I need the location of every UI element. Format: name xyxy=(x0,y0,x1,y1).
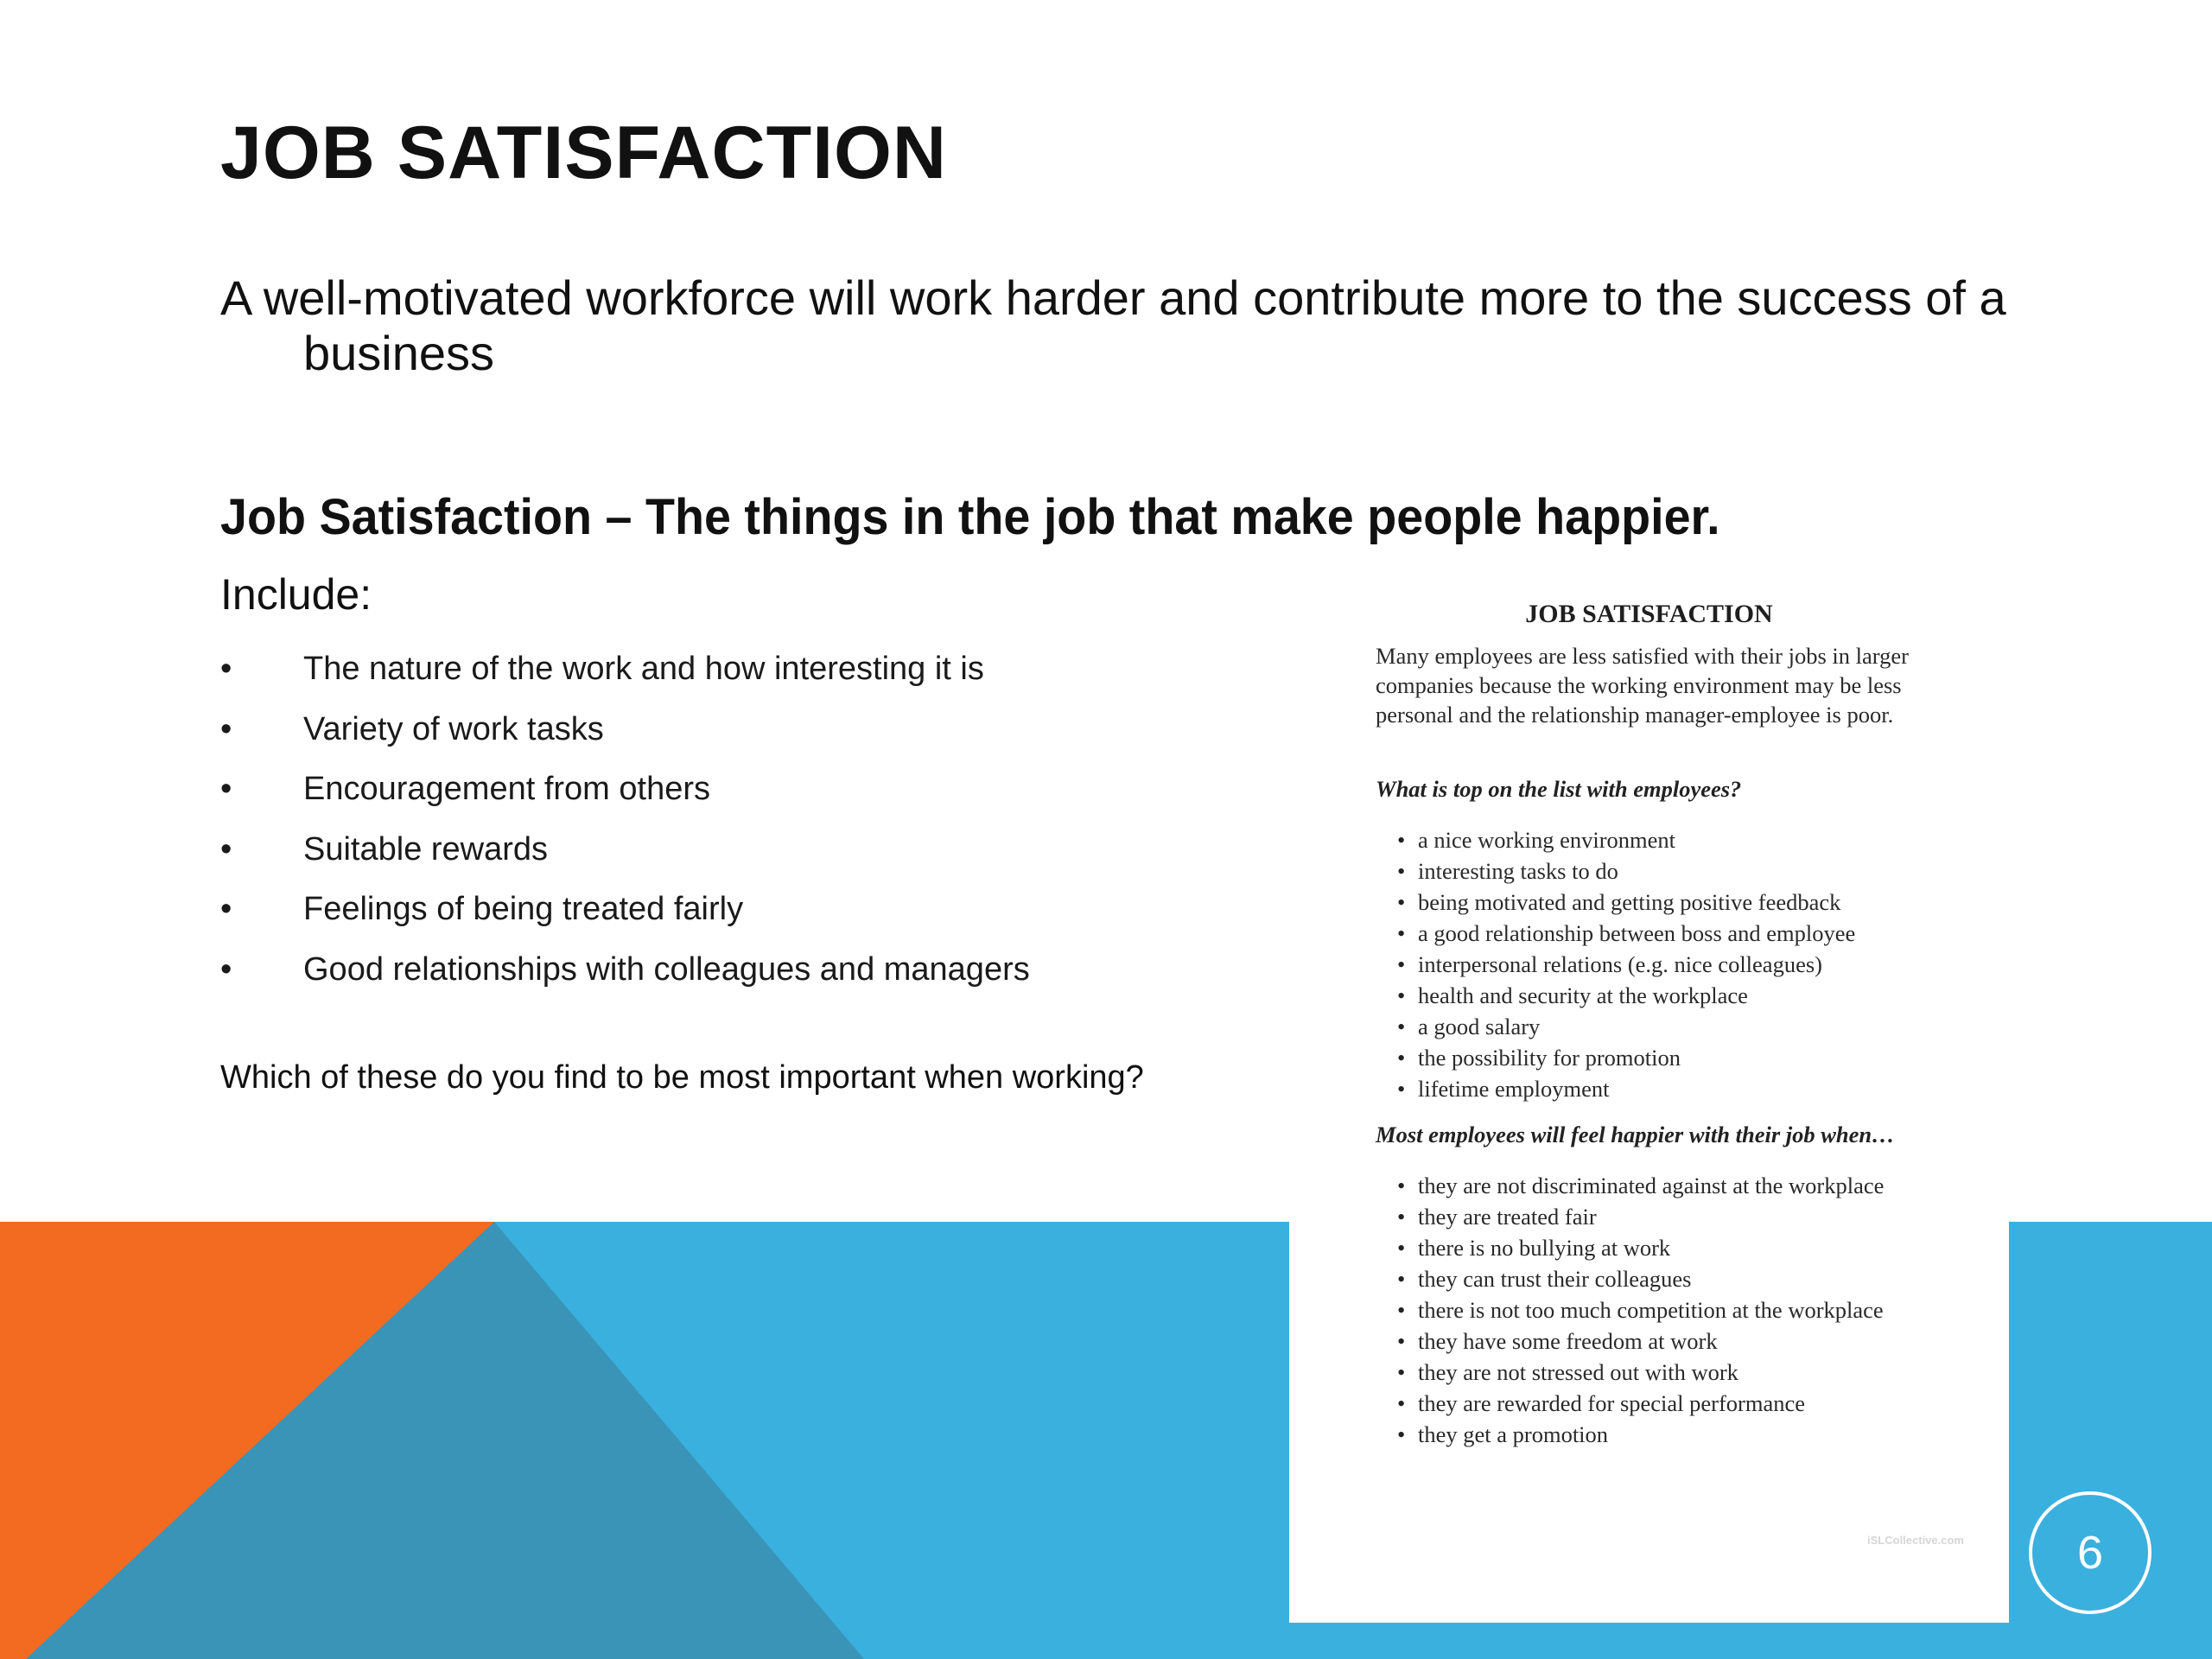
bullet-item xyxy=(220,940,1030,1001)
bullet-icon: • xyxy=(220,950,232,988)
bullet-text: The nature of the work and how interesting it is xyxy=(303,651,984,688)
worksheet-list-item: • there is no bullying at work xyxy=(1397,1232,1884,1263)
bullet-text: Suitable rewards xyxy=(303,830,549,868)
worksheet-list-item: • they get a promotion xyxy=(1397,1419,1884,1450)
page-number-badge xyxy=(2029,1491,2152,1614)
bullet-item xyxy=(220,880,1030,940)
bullet-icon: • xyxy=(220,771,232,808)
definition-heading: Job Satisfaction – The things in the job that make people happier. xyxy=(220,489,1720,545)
intro-text: A well-motivated workforce will work harder and contribute more to the success of a business xyxy=(220,270,2006,380)
worksheet-heading-2: Most employees will feel happier with their job when… xyxy=(1376,1122,1895,1147)
worksheet-list-item: • they are not stressed out with work xyxy=(1397,1357,1884,1388)
worksheet-list-item: • interesting tasks to do xyxy=(1397,855,1855,887)
worksheet-title: JOB SATISFACTION xyxy=(1525,600,1773,628)
worksheet-list-item: • there is not too much competition at the workplace xyxy=(1397,1294,1884,1325)
worksheet-list-item: • interpersonal relations (e.g. nice colleagues) xyxy=(1397,949,1855,980)
worksheet-list-item: • a good relationship between boss and employee xyxy=(1397,918,1855,949)
include-label: Include: xyxy=(220,570,372,619)
bullet-item xyxy=(220,639,1030,700)
bullet-text: Good relationships with colleagues and managers xyxy=(303,950,1030,988)
bullet-icon: • xyxy=(220,830,232,868)
bullet-icon: • xyxy=(220,891,232,928)
worksheet-image xyxy=(1289,572,2009,1623)
bullet-text: Encouragement from others xyxy=(303,771,711,808)
bullet-item xyxy=(220,700,1030,760)
worksheet-intro: Many employees are less satisfied with their jobs in larger companies because the working environment may be less personal and the relationship manager-employee is poor. xyxy=(1376,643,1909,728)
satisfaction-bullet-list xyxy=(220,639,1030,1000)
bullet-item xyxy=(220,760,1030,820)
worksheet-list-item: • a good salary xyxy=(1397,1011,1855,1042)
worksheet-list-item: • being motivated and getting positive feedback xyxy=(1397,887,1855,918)
worksheet-list-item: • they have some freedom at work xyxy=(1397,1325,1884,1357)
bullet-icon: • xyxy=(220,710,232,747)
page-number: 6 xyxy=(2076,1527,2104,1579)
worksheet-list-2 xyxy=(1397,1170,1884,1450)
worksheet-list-item: • they are rewarded for special performance xyxy=(1397,1388,1884,1419)
bullet-text: Variety of work tasks xyxy=(303,710,604,747)
worksheet-list-1 xyxy=(1397,824,1855,1104)
bullet-icon: • xyxy=(220,651,232,688)
bullet-item xyxy=(220,820,1030,880)
worksheet-list-item: • they are treated fair xyxy=(1397,1201,1884,1232)
worksheet-heading-1: What is top on the list with employees? xyxy=(1376,776,1742,802)
worksheet-list-item: • health and security at the workplace xyxy=(1397,980,1855,1011)
worksheet-list-item: • a nice working environment xyxy=(1397,824,1855,855)
worksheet-list-item: • they can trust their colleagues xyxy=(1397,1263,1884,1294)
bullet-text: Feelings of being treated fairly xyxy=(303,891,744,928)
discussion-question: Which of these do you find to be most important when working? xyxy=(220,1059,1144,1096)
worksheet-list-item: • they are not discriminated against at the workplace xyxy=(1397,1170,1884,1201)
worksheet-list-item: • lifetime employment xyxy=(1397,1073,1855,1104)
slide-title: JOB SATISFACTION xyxy=(220,111,948,194)
worksheet-list-item: • the possibility for promotion xyxy=(1397,1042,1855,1073)
worksheet-watermark: iSLCollective.com xyxy=(1867,1534,1964,1547)
